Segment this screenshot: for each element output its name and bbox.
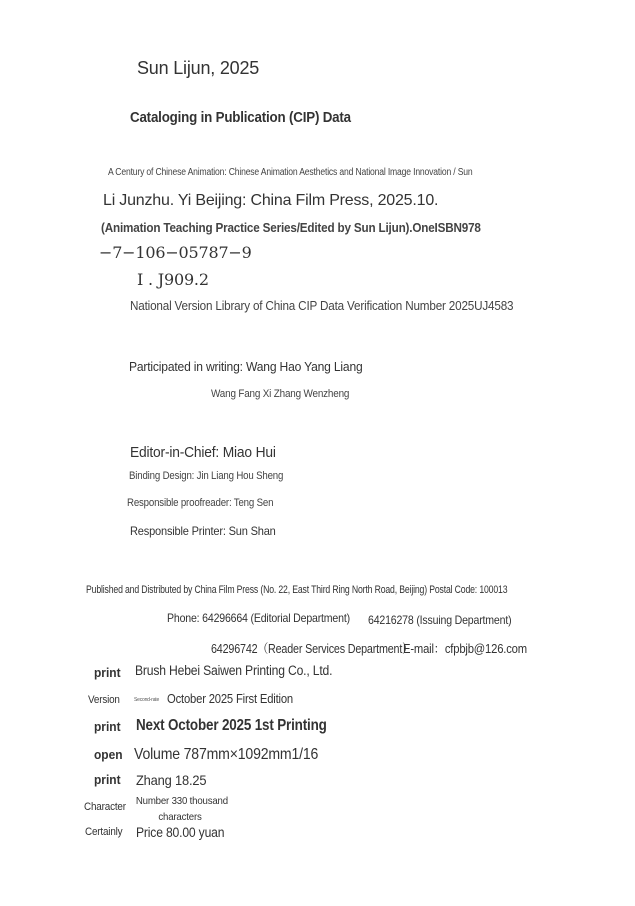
spec-prefix-second-rate: Second-rate — [134, 697, 160, 703]
spec-value-word-count: Number 330 thousand characters — [135, 795, 228, 823]
spec-label-print: print — [94, 665, 121, 680]
spec-value-format: Volume 787mm×1092mm1/16 — [134, 746, 319, 763]
spec-label-print-2: print — [94, 719, 121, 734]
spec-label-version: Version — [88, 694, 120, 706]
spec-value-printer: Brush Hebei Saiwen Printing Co., Ltd. — [135, 663, 333, 678]
spec-label-open: open — [94, 747, 123, 762]
spec-value-edition: October 2025 First Edition — [167, 692, 294, 706]
spec-value-sheets: Zhang 18.25 — [136, 772, 207, 788]
publisher-line: Published and Distributed by China Film Press (No. 22, East Third Ring North Road, Beijing) Postal Code: 100013 — [86, 584, 508, 596]
spec-label-certainly: Certainly — [85, 826, 123, 838]
email-address: E-mail：cfpbjb@126.com — [403, 642, 527, 656]
cip-line-title: A Century of Chinese Animation: Chinese Animation Aesthetics and National Image Innovation / Sun — [108, 167, 473, 178]
responsible-proofreader: Responsible proofreader: Teng Sen — [127, 497, 274, 509]
spec-label-character: Character — [84, 801, 126, 813]
writers-line-2: Wang Fang Xi Zhang Wenzheng — [211, 388, 350, 400]
binding-design: Binding Design: Jin Liang Hou Sheng — [129, 470, 284, 482]
spec-value-price: Price 80.00 yuan — [136, 825, 225, 840]
editor-in-chief: Editor-in-Chief: Miao Hui — [130, 444, 276, 461]
cip-line-classification: Ⅰ . J909.2 — [137, 270, 209, 289]
phone-reader-services: 64296742（Reader Services Department） — [211, 642, 413, 656]
copyright-line: Sun Lijun, 2025 — [137, 58, 260, 78]
cip-line-series: (Animation Teaching Practice Series/Edited by Sun Lijun).OneISBN978 — [101, 220, 481, 235]
cip-line-isbn: −7−106−05787−9 — [99, 243, 252, 262]
phone-editorial: Phone: 64296664 (Editorial Department) — [167, 611, 350, 625]
cip-verification-number: National Version Library of China CIP Data Verification Number 2025UJ4583 — [130, 298, 514, 313]
cip-title: Cataloging in Publication (CIP) Data — [130, 110, 351, 126]
writers-line-1: Participated in writing: Wang Hao Yang Liang — [129, 359, 363, 374]
phone-issuing: 64216278 (Issuing Department) — [368, 613, 512, 627]
spec-value-printing: Next October 2025 1st Printing — [136, 717, 327, 734]
spec-label-print-3: print — [94, 772, 121, 787]
responsible-printer: Responsible Printer: Sun Shan — [130, 524, 276, 538]
cip-line-author: Li Junzhu. Yi Beijing: China Film Press, 2025.10. — [103, 192, 439, 209]
